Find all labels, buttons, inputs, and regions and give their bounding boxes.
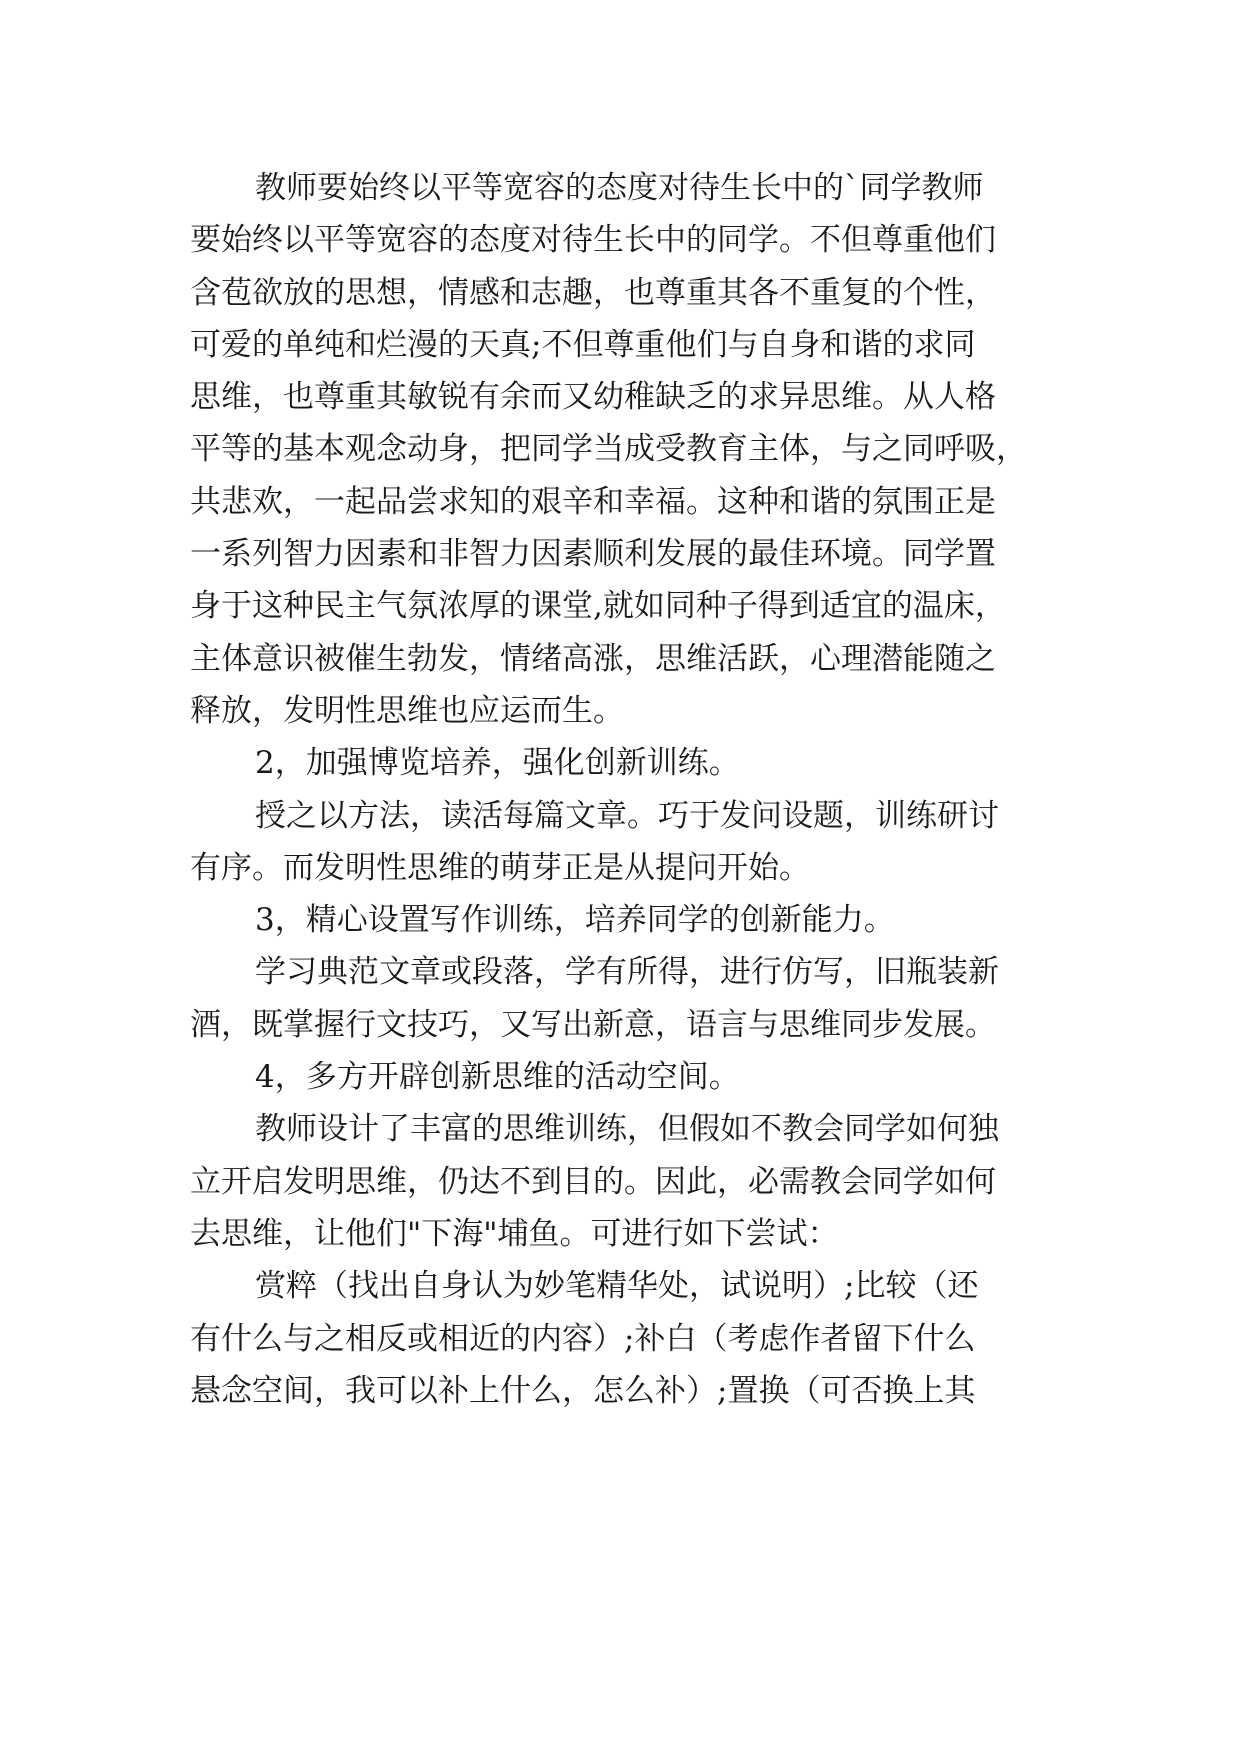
section-heading-3: 3，精心设置写作训练，培养同学的创新能力。 [255,902,895,939]
text-line: 思维，也尊重其敏锐有余而又幼稚缺乏的求异思维。从人格 [190,379,996,416]
body-text [190,162,1060,1417]
text-line: 一系列智力因素和非智力因素顺利发展的最佳环境。同学置 [190,536,996,573]
text-line: 有什么与之相反或相近的内容）;补白（考虑作者留下什么 [190,1320,976,1357]
text-line: 含苞欲放的思想，情感和志趣，也尊重其各不重复的个性， [190,274,996,311]
text-line: 教师要始终以平等宽容的态度对待生长中的`同学教师 [255,170,984,206]
text-line: 平等的基本观念动身，把同学当成受教育主体，与之同呼吸， [190,431,1027,468]
text-line: 酒，既掌握行文技巧，又写出新意，语言与思维同步发展。 [190,1006,996,1043]
section-heading-4: 4，多方开辟创新思维的活动空间。 [255,1059,740,1096]
text-line: 身于这种民主气氛浓厚的课堂,就如同种子得到适宜的温床， [190,588,1006,625]
text-line: 立开启发明思维，仍达不到目的。因此，必需教会同学如何 [190,1163,996,1200]
text-line: 主体意识被催生勃发，情绪高涨，思维活跃，心理潜能随之 [190,640,996,677]
text-line: 悬念空间，我可以补上什么，怎么补）;置换（可否换上其 [190,1372,976,1409]
text-line: 共悲欢，一起品尝求知的艰辛和幸福。这种和谐的氛围正是 [190,483,996,520]
text-line: 可爱的单纯和烂漫的天真;不但尊重他们与自身和谐的求同 [190,326,976,363]
section-heading-2: 2，加强博览培养，强化创新训练。 [255,745,740,782]
text-line: 释放，发明性思维也应运而生。 [190,692,624,729]
text-line: 有序。而发明性思维的萌芽正是从提问开始。 [190,849,810,886]
text-line: 教师设计了丰富的思维训练，但假如不教会同学如何独 [255,1111,999,1148]
text-line: 学习典范文章或段落，学有所得，进行仿写，旧瓶装新 [255,954,999,991]
text-line: 要始终以平等宽容的态度对待生长中的同学。不但尊重他们 [190,222,996,259]
text-line: 去思维，让他们"下海"埔鱼。可进行如下尝试： [190,1215,839,1252]
text-line: 赏粹（找出自身认为妙笔精华处，试说明）;比较（还 [255,1268,979,1305]
text-line: 授之以方法，读活每篇文章。巧于发问设题，训练研讨 [255,797,999,834]
